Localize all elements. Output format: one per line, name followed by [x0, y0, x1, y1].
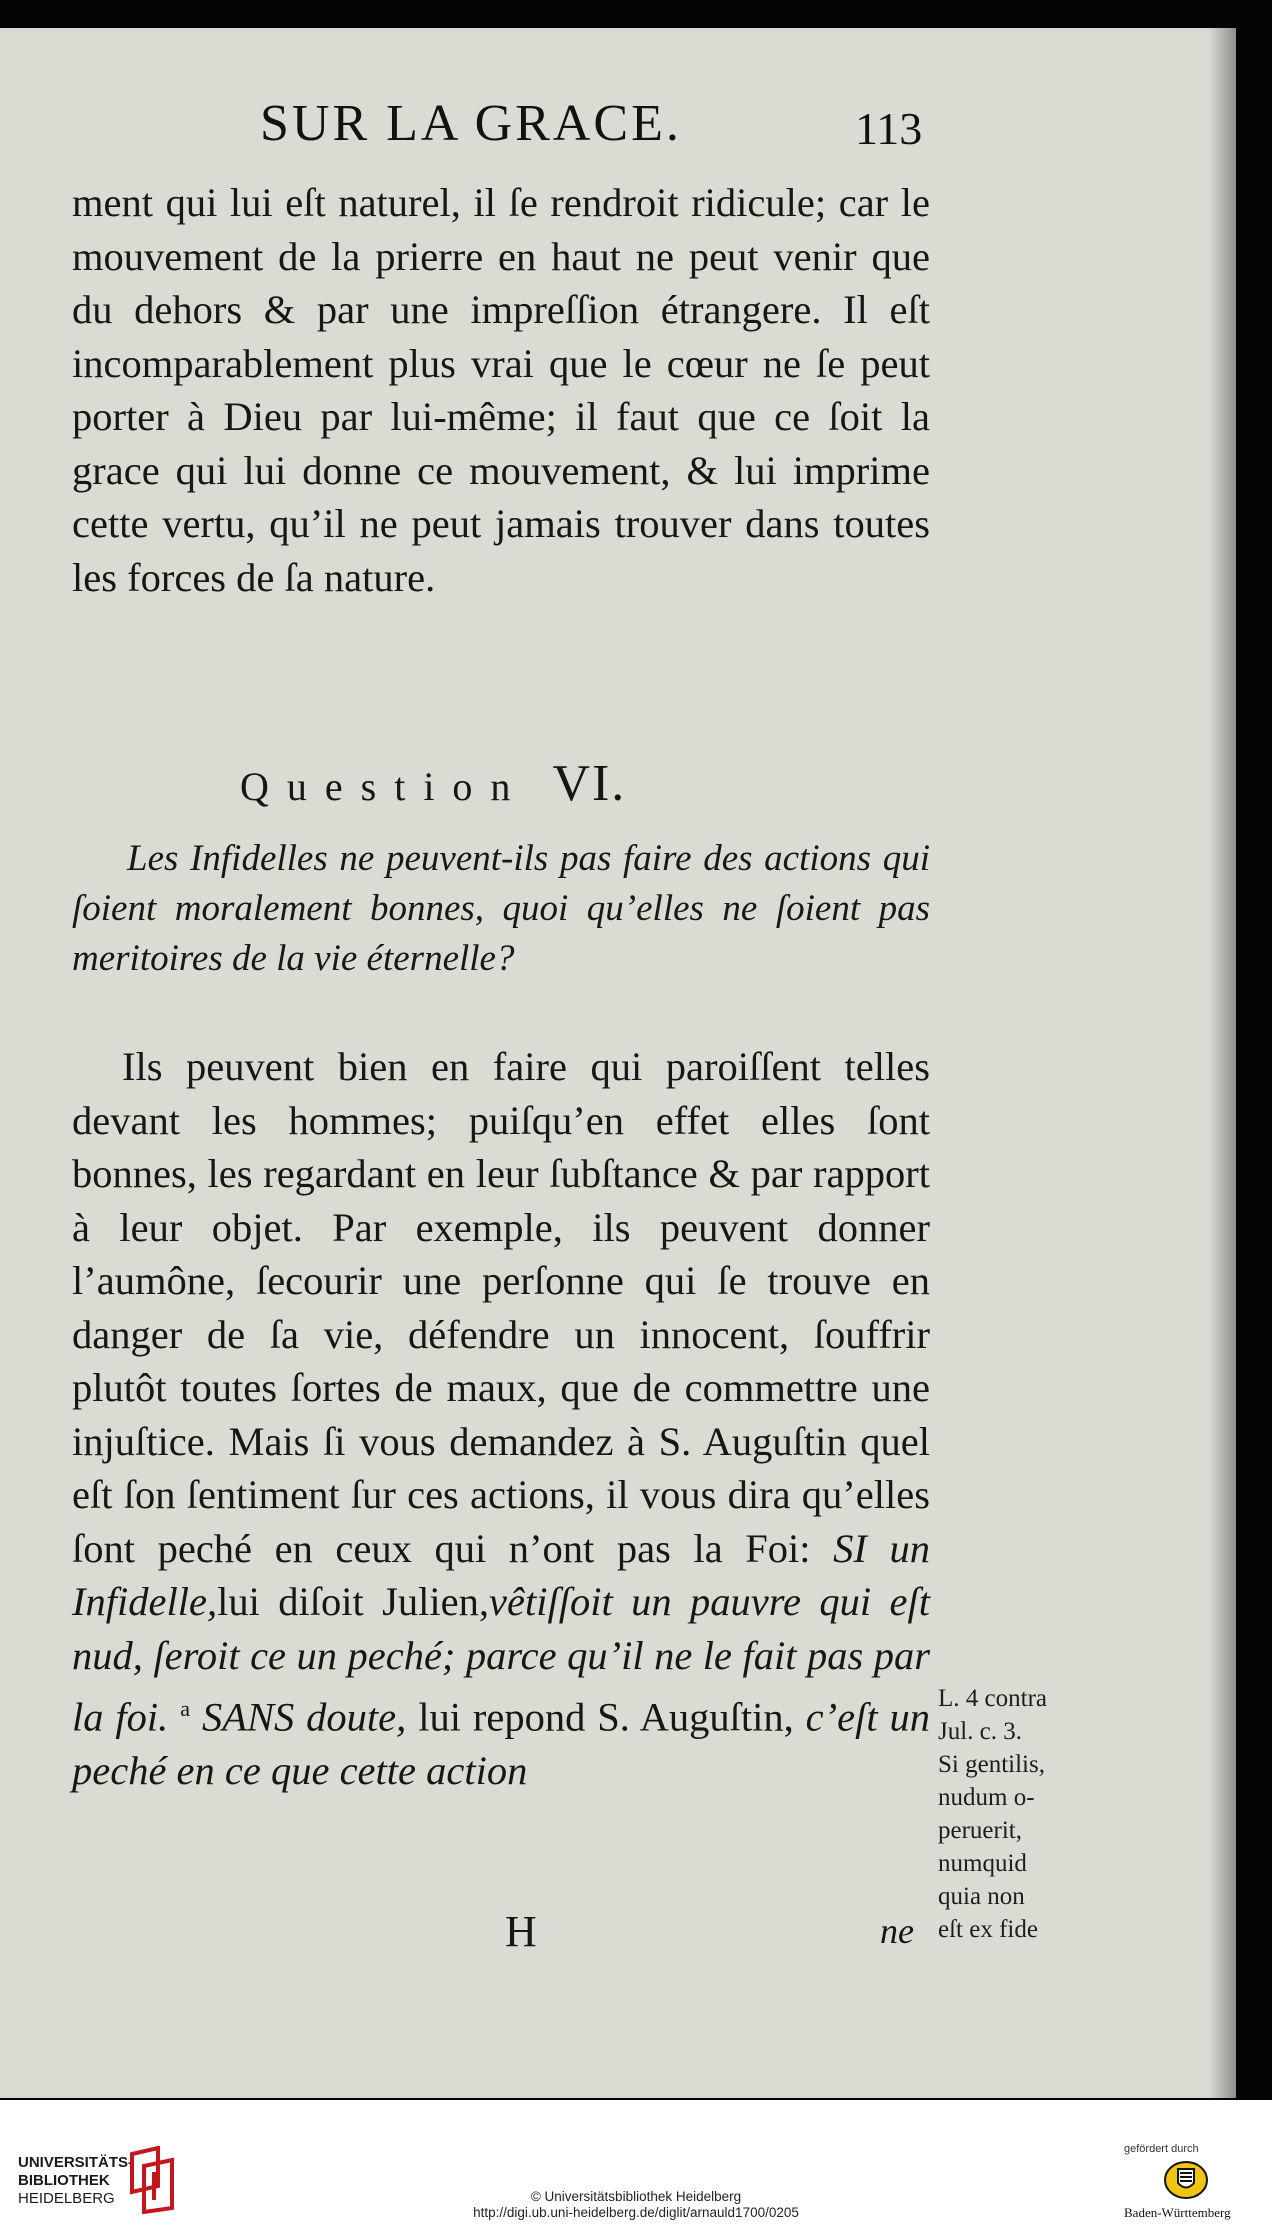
sponsor-name: Baden-Württemberg [1124, 2205, 1231, 2220]
marginal-note [938, 1682, 1088, 1946]
catchword: ne [880, 1911, 914, 1951]
signature-mark: H [505, 1907, 537, 1956]
footnote-mark: a [180, 1696, 191, 1721]
question-heading [240, 754, 626, 813]
answer-paragraph [72, 1040, 930, 1798]
copyright-text: © Universitätsbibliothek Heidelberg [530, 2189, 742, 2204]
marginal-note-line: eſt ex fide [938, 1916, 1038, 1943]
question-label: Question [240, 764, 529, 809]
question-text: Les Infidelles ne peuvent-ils pas faire des actions qui ſoient moralement bonnes, quoi qu’elles ne ſoient pas meritoires de la vie éternelle? [72, 838, 930, 979]
coat-of-arms-icon [1163, 2160, 1209, 2200]
permalink-url[interactable]: http://digi.ub.uni-heidelberg.de/diglit/arnauld1700/0205 [473, 2205, 799, 2220]
library-name-line1: UNIVERSITÄTS- [18, 2154, 134, 2171]
answer-quote-1: SI un Infidelle, [72, 1525, 930, 1624]
sponsor-label: gefördert durch [1124, 2143, 1199, 2155]
answer-quote-2: vêtiſſoit un pauvre qui eſt nud, ſeroit ce un peché; parce qu’il ne le fait pas par la foi. [72, 1579, 930, 1740]
running-head: SUR LA GRACE. [260, 95, 682, 152]
question-number: VI. [552, 755, 627, 812]
marginal-note-line: numquid [938, 1850, 1027, 1877]
answer-text-2: lui diſoit Julien, [217, 1579, 489, 1624]
bleed-through-text [1080, 148, 1220, 182]
copyright-notice [400, 2189, 872, 2221]
library-logo-text[interactable] [18, 2154, 133, 2208]
marginal-note-line: L. 4 contra [938, 1685, 1047, 1712]
opening-paragraph: ment qui lui eſt naturel, il ſe rendroit ridicule; car le mouvement de la prierre en haut ne peut venir que du dehors & par une impreſſion étrangere. Il eſt incomparablement plus vrai que le cœur ne ſe peut porter à Dieu par lui-même; il faut que ce ſoit la grace qui lui donne ce mouvement, & lui imprime cette vertu, qu’il ne peut jamais trouver dans toutes les forces de ſa nature. [72, 180, 930, 600]
answer-text-1: Ils peuvent bien en faire qui paroiſſent telles devant les hommes; puiſqu’en effet elles ſont bonnes, les regardant en leur ſubſtance & par rapport à leur objet. Par exemple, ils peuvent donner l’aumône, ſecourir une perſonne qui ſe trouve en danger de ſa vie, défendre un innocent, ſouffrir plutôt toutes ſortes de maux, que de commettre une injuſtice. Mais ſi vous demandez à S. Auguſtin quel eſt ſon ſentiment ſur ces actions, il vous dira qu’elles ſont peché en ceux qui n’ont pas la Foi: [72, 1044, 930, 1571]
library-logo-icon [128, 2146, 180, 2214]
marginal-note-line: quia non [938, 1883, 1025, 1910]
marginal-note-line: nudum o- [938, 1784, 1035, 1811]
marginal-note-line: Si gentilis, [938, 1751, 1045, 1778]
marginal-note-line: Jul. c. 3. [938, 1718, 1023, 1745]
answer-text-3: lui repond S. Auguſtin, [418, 1694, 794, 1740]
answer-quote-3: SANS doute, [201, 1694, 407, 1740]
marginal-note-line: peruerit, [938, 1817, 1022, 1844]
answer-quote-4: c’eſt un peché en ce que cette action [72, 1694, 931, 1793]
library-name-line2: BIBLIOTHEK [18, 2172, 110, 2189]
page-number: 113 [855, 103, 923, 154]
page-edge-shadow [1208, 28, 1236, 2098]
library-name-line3: HEIDELBERG [18, 2190, 115, 2207]
